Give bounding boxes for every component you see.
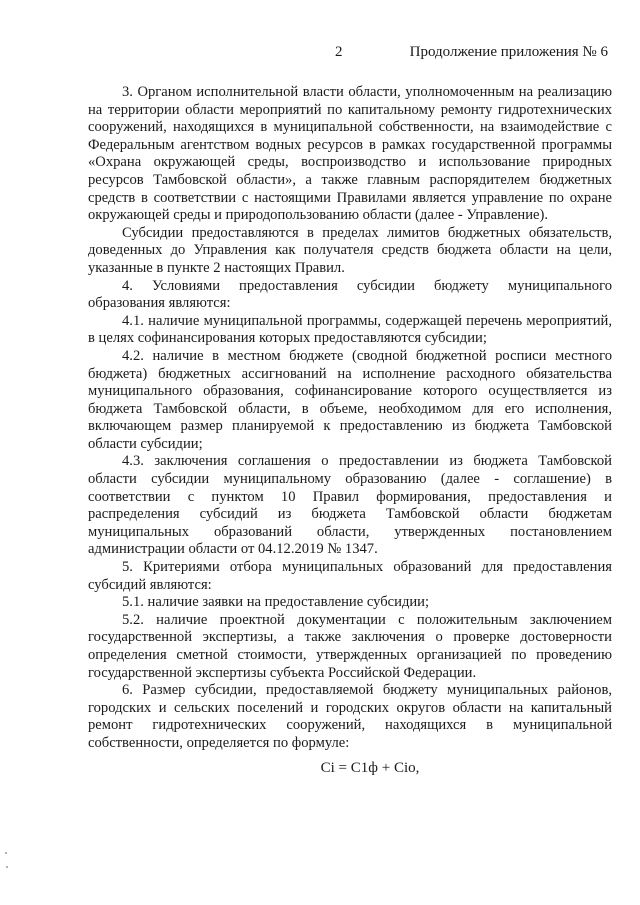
paragraph-clause-4: 4. Условиями предоставления субсидии бюджету муниципального образования являются: [88, 277, 612, 312]
paragraph-subsidy-limits: Субсидии предоставляются в пределах лимитов бюджетных обязательств, доведенных до Управления как получателя средств бюджета области на цели, указанные в пункте 2 настоящих Правил. [88, 224, 612, 276]
document-body [88, 84, 612, 777]
scan-speck [5, 852, 7, 854]
paragraph-clause-4-2: 4.2. наличие в местном бюджете (сводной бюджетной росписи местного бюджета) бюджетных ассигнований на исполнение расходного обязательства муниципального образования, софинансирование которого осуществляется из бюджета Тамбовской области, в объеме, необходимом для его исполнения, включающем размер планируемой к предоставлению из бюджета Тамбовской области субсидии; [88, 347, 612, 452]
subsidy-formula: Сi = С1ф + Сiо, [320, 759, 420, 776]
paragraph-clause-5-1: 5.1. наличие заявки на предоставление субсидии; [122, 594, 430, 611]
page-header [0, 42, 640, 64]
paragraph-clause-6: 6. Размер субсидии, предоставляемой бюджету муниципальных районов, городских и сельских поселений и городских округов области на капитальный ремонт гидротехнических сооружений, находящихся в муниципальной собственности, определяется по формуле: [88, 682, 612, 751]
scan-speck [6, 866, 8, 868]
paragraph-clause-5: 5. Критериями отбора муниципальных образований для предоставления субсидий являются: [88, 559, 612, 593]
paragraph-clause-4-3: 4.3. заключения соглашения о предоставлении из бюджета Тамбовской области субсидии муниципальному образованию (далее - соглашение) в соответствии с пунктом 10 Правил формирования, предоставления и распределения субсидий из бюджета Тамбовской области бюджетам муниципальных образований области, утвержденных постановлением администрации области от 04.12.2019 № 1347. [88, 453, 612, 558]
paragraph-clause-3: 3. Органом исполнительной власти области, уполномоченным на реализацию на территории области мероприятий по капитальному ремонту гидротехнических сооружений, находящихся в муниципальной собственности, на взаимодействие с Федеральным агентством водных ресурсов в рамках государственной программы «Охрана окружающей среды, воспроизводство и использование природных ресурсов Тамбовской области», а также главным распорядителем бюджетных средств в соответствии с настоящими Правилами является управление по охране окружающей среды и природопользованию области (далее - Управление). [88, 84, 612, 224]
paragraph-clause-5-2: 5.2. наличие проектной документации с положительным заключением государственной экспертизы, а также заключения о проверке достоверности определения сметной стоимости, утвержденных организацией по проведению государственной экспертизы субъекта Российской Федерации. [88, 611, 612, 681]
appendix-continuation-note: Продолжение приложения № 6 [409, 44, 608, 60]
paragraph-clause-4-1: 4.1. наличие муниципальной программы, содержащей перечень мероприятий, в целях софинансирования которых предоставляются субсидии; [88, 312, 612, 347]
page-number: 2 [335, 44, 343, 60]
